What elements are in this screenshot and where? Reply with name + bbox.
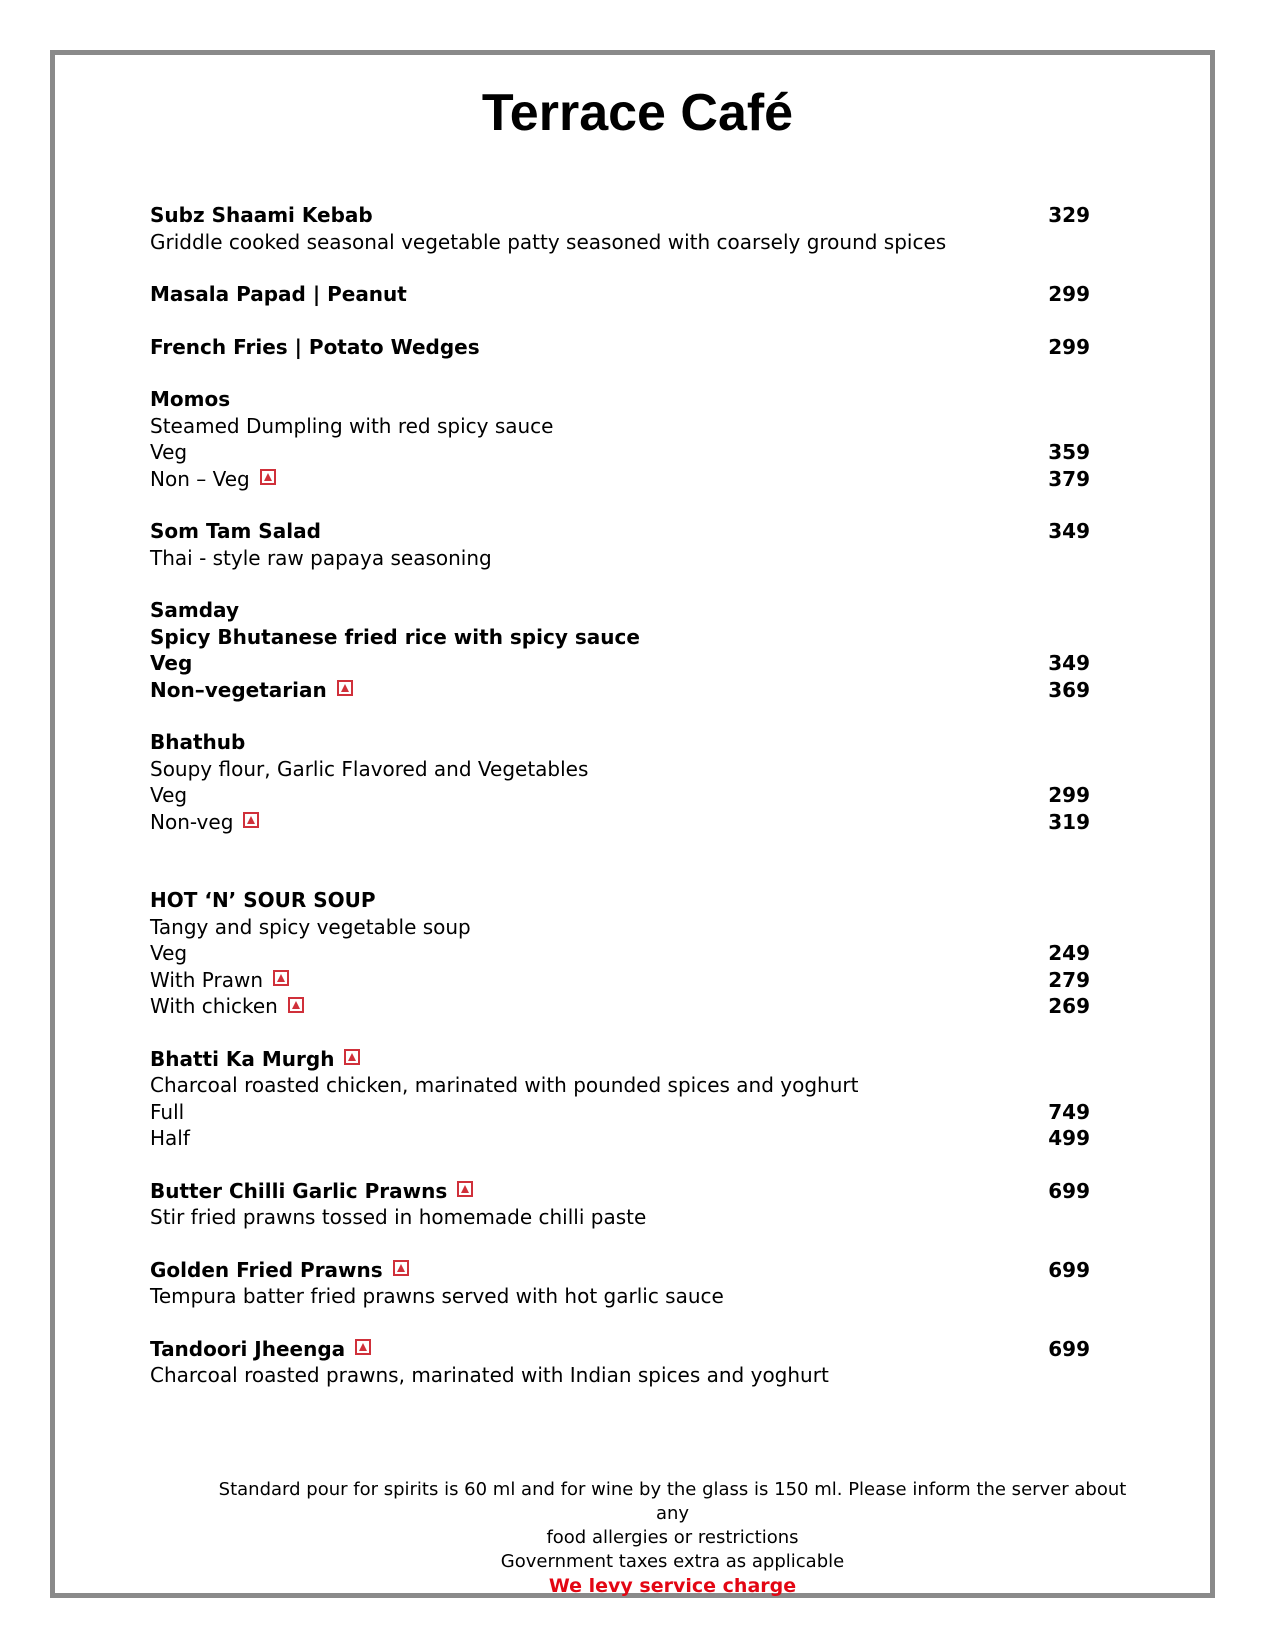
variant-price: 379 [1048,466,1090,491]
variant-label: Veg [150,941,188,965]
variant-label: Non–vegetarian [150,677,327,702]
item-description: Stir fried prawns tossed in homemade chilli paste [150,1205,647,1229]
non-veg-symbol-icon [288,997,304,1013]
variant-label: Veg [150,651,193,675]
non-veg-symbol-icon [393,1260,409,1276]
menu-item [150,1046,1090,1152]
variant-label: Veg [150,440,188,464]
item-description: Steamed Dumpling with red spicy sauce [150,413,554,438]
item-name: Golden Fried Prawns [150,1257,383,1282]
footer-line: Government taxes extra as applicable [500,1551,845,1572]
item-price: 699 [1048,1178,1090,1203]
item-description: Charcoal roasted prawns, marinated with Indian spices and yoghurt [150,1363,829,1387]
item-description: Tangy and spicy vegetable soup [150,914,471,939]
footer-line: food allergies or restrictions [546,1527,799,1548]
item-name: Subz Shaami Kebab [150,203,373,227]
item-name: Samday [150,598,239,622]
item-description: Charcoal roasted chicken, marinated with pounded spices and yoghurt [150,1073,859,1097]
variant-label: Veg [150,783,188,807]
item-name: Bhatti Ka Murgh [150,1046,335,1071]
variant-label: Non-veg [150,809,234,834]
variant-price: 319 [1048,809,1090,834]
menu-item [150,729,1090,835]
variant-price: 269 [1048,994,1090,1018]
non-veg-symbol-icon [260,469,276,485]
item-price: 299 [1048,334,1090,359]
menu-item [150,597,1090,703]
item-price: 349 [1048,519,1090,543]
menu-item [150,386,1090,492]
item-price: 699 [1048,1336,1090,1361]
variant-price: 279 [1048,967,1090,992]
item-description: Thai - style raw papaya seasoning [150,545,492,570]
item-name: Masala Papad | Peanut [150,282,407,306]
menu-item [150,1257,1090,1310]
menu-item [150,518,1090,571]
item-name: Bhathub [150,730,246,754]
menu-item [150,334,1090,361]
item-name: Butter Chilli Garlic Prawns [150,1178,448,1203]
menu-item [150,1336,1090,1389]
variant-price: 249 [1048,941,1090,965]
item-name: Momos [150,387,231,411]
item-description: Soupy flour, Garlic Flavored and Vegetables [150,756,589,781]
item-description: Griddle cooked seasonal vegetable patty seasoned with coarsely ground spices [150,229,947,254]
non-veg-symbol-icon [355,1339,371,1355]
variant-label: Half [150,1126,190,1150]
variant-label: Full [150,1099,185,1124]
menu-item [150,202,1090,255]
item-price: 329 [1048,203,1090,227]
item-name: Som Tam Salad [150,519,321,543]
variant-price: 349 [1048,651,1090,675]
variant-price: 299 [1048,783,1090,807]
footer-notes [200,1478,1145,1598]
non-veg-symbol-icon [344,1049,360,1065]
item-name: HOT ‘N’ SOUR SOUP [150,888,376,912]
item-description: Tempura batter fried prawns served with hot garlic sauce [150,1284,724,1308]
variant-label: With Prawn [150,967,263,992]
footer-line: Standard pour for spirits is 60 ml and for wine by the glass is 150 ml. Please inform the server about any [218,1479,1127,1524]
item-name: Tandoori Jheenga [150,1336,346,1361]
non-veg-symbol-icon [457,1181,473,1197]
variant-price: 499 [1048,1126,1090,1150]
variant-price: 359 [1048,440,1090,464]
variant-label: With chicken [150,994,278,1018]
non-veg-symbol-icon [337,680,353,696]
menu-item [150,1178,1090,1231]
menu-item [150,887,1090,1020]
page-title: Terrace Café [481,84,794,142]
menu-item [150,281,1090,308]
item-price: 699 [1048,1257,1090,1282]
item-name: French Fries | Potato Wedges [150,334,480,359]
non-veg-symbol-icon [273,970,289,986]
variant-price: 749 [1048,1099,1090,1124]
item-description: Spicy Bhutanese fried rice with spicy sauce [150,624,640,649]
variant-label: Non – Veg [150,466,250,491]
service-charge-notice: We levy service charge [548,1575,797,1597]
item-price: 299 [1048,282,1090,306]
non-veg-symbol-icon [243,812,259,828]
menu-list [150,202,1090,1415]
variant-price: 369 [1048,677,1090,702]
